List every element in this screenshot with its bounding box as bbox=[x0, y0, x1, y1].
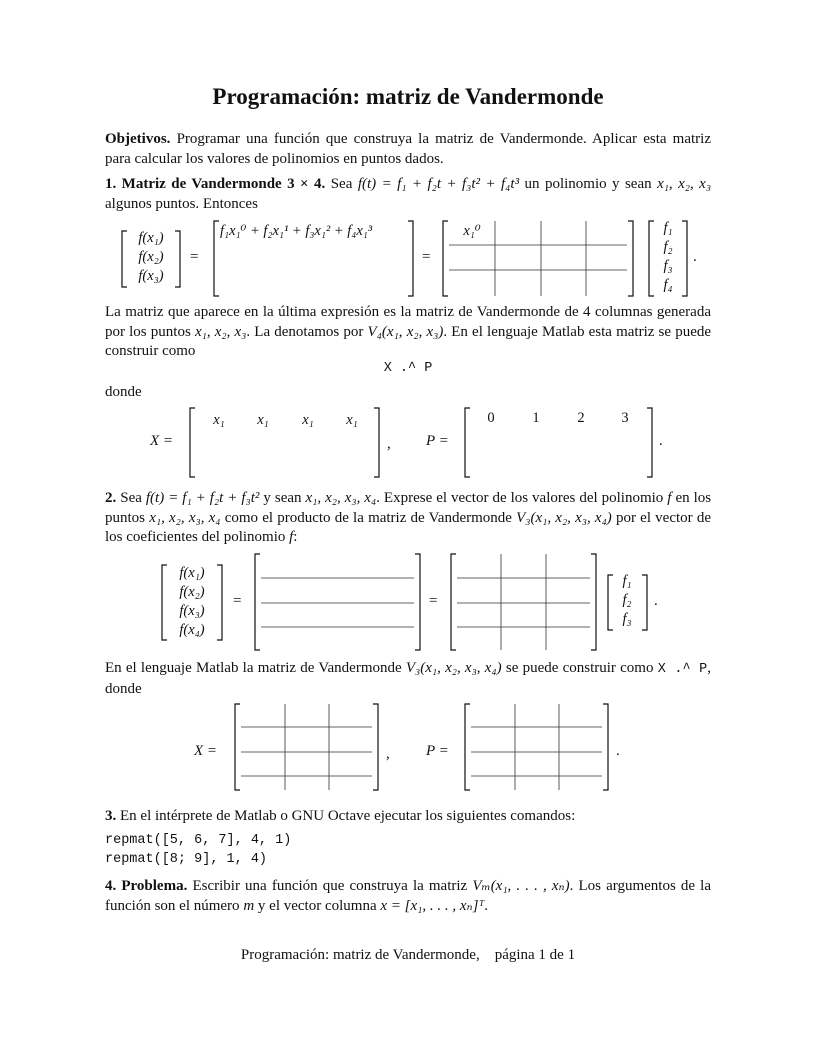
section-1-text-c: algunos puntos. Entonces bbox=[105, 195, 258, 212]
eq2-lhs-entry: f(x₁) bbox=[179, 565, 205, 581]
section-1-para-a: La matriz que aparece en la última expresión es la matriz de Vandermonde de 4 columnas generada por los puntos bbox=[105, 304, 711, 340]
eq1-coef-entry: f₄ bbox=[663, 277, 673, 293]
section-1-text-b: un polinomio y sean bbox=[524, 176, 652, 192]
section-2-para-a: En el lenguaje Matlab la matriz de Vandermonde bbox=[105, 660, 402, 676]
section-2-text-c: . Exprese el vector de los valores del polinomio bbox=[376, 490, 664, 506]
section-2-f-name: f bbox=[667, 490, 672, 506]
section-2-text-a: Sea bbox=[120, 490, 142, 506]
donde-text: donde bbox=[105, 384, 142, 400]
section-2-para-b: se puede construir como bbox=[505, 660, 654, 676]
section-4-m-name: m bbox=[243, 897, 255, 914]
eq1-lhs-entry: f(x₁) bbox=[138, 230, 164, 246]
section-4-text-c: y el vector columna bbox=[257, 897, 377, 914]
code-line: repmat([5, 6, 7], 4, 1) bbox=[105, 833, 292, 848]
eq1-coef-entry: f₃ bbox=[663, 258, 673, 274]
code-snippet: X .^ P bbox=[383, 361, 433, 376]
section-3-heading: 3. bbox=[105, 808, 117, 824]
section-2-para-notation: V₃(x₁, x₂, x₃, x₄) bbox=[405, 660, 502, 676]
page-footer: Programación: matriz de Vandermonde, página 1 de 1 bbox=[240, 947, 576, 963]
section-4-text-a: Escribir una función que construya la matriz bbox=[192, 878, 468, 894]
p-grid-label: P = bbox=[426, 743, 449, 759]
eq2-lhs-entry: f(x₄) bbox=[179, 622, 205, 638]
section-2-f-name-end: f bbox=[289, 529, 294, 545]
section-4-vector: x = [x₁, . . . , xₙ]ᵀ bbox=[380, 897, 485, 914]
objectives-text: Programar una función que construya la matriz de Vandermonde. Aplicar esta matriz para calcular los valores de polinomios en puntos dados. bbox=[105, 131, 711, 167]
eq2-lhs-entry: f(x₂) bbox=[179, 584, 205, 600]
equals-sign: = bbox=[422, 249, 431, 265]
x-matrix-entry: x₁ bbox=[257, 412, 269, 428]
p-matrix-entry: 1 bbox=[532, 410, 540, 426]
x-matrix-entry: x₁ bbox=[213, 412, 225, 428]
objectives-label: Objetivos. bbox=[105, 131, 171, 147]
eq2-coef-entry: f₃ bbox=[622, 611, 632, 627]
eq1-coef-entry: f₂ bbox=[663, 239, 673, 255]
p-matrix-entry: 0 bbox=[487, 410, 495, 426]
eq1-lhs-entry: f(x₂) bbox=[138, 249, 164, 265]
section-2-points-repeat: x₁, x₂, x₃, x₄ bbox=[149, 509, 221, 526]
section-2-points: x₁, x₂, x₃, x₄ bbox=[305, 490, 377, 506]
x-matrix-label: X = bbox=[150, 433, 174, 449]
eq1-coef-entry: f₁ bbox=[663, 220, 673, 236]
section-1-formula: f(t) = f₁ + f₂t + f₃t² + f₄t³ bbox=[357, 176, 520, 192]
section-1-para-points: x₁, x₂, x₃ bbox=[194, 323, 247, 340]
x-matrix-entry: x₁ bbox=[346, 412, 358, 428]
section-1-paragraph bbox=[105, 303, 711, 362]
section-1-para-notation: V₄(x₁, x₂, x₃) bbox=[367, 323, 444, 340]
period: . bbox=[693, 249, 697, 265]
section-3-text: En el intérprete de Matlab o GNU Octave ejecutar los siguientes comandos: bbox=[120, 808, 576, 824]
section-4-paragraph: 4. Problema. Escribir una función que construya la matriz Vₘ(x₁, . . . , xₙ). Los argumentos de la función son el número m y el vector columna x = [x₁, . . . , xₙ]ᵀ. bbox=[105, 878, 712, 914]
section-3-intro bbox=[105, 807, 711, 827]
eq1-matrix-entry: x₁⁰ bbox=[463, 223, 481, 239]
x-matrix-entry: x₁ bbox=[302, 412, 314, 428]
eq2-coef-entry: f₁ bbox=[622, 573, 632, 589]
section-2-formula: f(t) = f₁ + f₂t + f₃t² bbox=[145, 490, 260, 506]
section-2-intro: 2. Sea f(t) = f₁ + f₂t + f₃t² y sean x₁, x₂, x₃, x₄. Exprese el vector de los valores del polinomio f en los puntos x₁, x₂, x₃, x₄ como el producto de la matriz de Vandermonde V₃(x₁, x₂, x₃, x₄) por el vector de los coeficientes del polinomio f: bbox=[105, 490, 712, 545]
section-1-para-c: . En el lenguaje Matlab esta matriz se puede construir como bbox=[105, 323, 712, 359]
section-2-para-c: , donde bbox=[105, 660, 711, 697]
period: . bbox=[616, 743, 620, 759]
x-grid-label: X = bbox=[194, 743, 218, 759]
eq1-lhs-entry: f(x₃) bbox=[138, 268, 164, 284]
section-4-notation: Vₘ(x₁, . . . , xₙ) bbox=[472, 878, 570, 894]
section-1-points: x₁, x₂, x₃ bbox=[657, 176, 712, 192]
comma: , bbox=[386, 746, 390, 762]
section-1-text-a: Sea bbox=[330, 176, 353, 192]
eq2-coef-entry: f₂ bbox=[622, 592, 632, 608]
section-2-text-e: como el producto de la matriz de Vandermonde bbox=[224, 509, 512, 526]
section-1-para-b: . La denotamos por bbox=[246, 323, 364, 340]
section-2-paragraph bbox=[105, 659, 711, 699]
p-matrix-entry: 2 bbox=[577, 410, 585, 426]
comma: , bbox=[387, 436, 391, 452]
code-line: repmat([8; 9], 1, 4) bbox=[105, 852, 268, 867]
equals-sign: = bbox=[429, 593, 438, 609]
section-2-text-b: y sean bbox=[263, 490, 302, 506]
equals-sign: = bbox=[233, 593, 242, 609]
section-2-heading: 2. bbox=[105, 490, 117, 506]
section-2-text-d: en los puntos bbox=[105, 490, 712, 526]
section-2-notation: V₃(x₁, x₂, x₃, x₄) bbox=[516, 509, 612, 526]
section-4-text-b: . Los argumentos de la función son el número bbox=[105, 878, 712, 914]
period: . bbox=[654, 593, 658, 609]
page-title: Programación: matriz de Vandermonde bbox=[212, 84, 604, 109]
section-2-code: X .^ P bbox=[657, 662, 708, 677]
eq2-lhs-entry: f(x₃) bbox=[179, 603, 205, 619]
section-4-heading: 4. Problema. bbox=[105, 878, 188, 894]
eq1-middle-entry: f₁x₁⁰ + f₂x₁¹ + f₃x₁² + f₄x₁³ bbox=[220, 223, 373, 239]
p-matrix-entry: 3 bbox=[621, 410, 629, 426]
section-1-heading: 1. Matriz de Vandermonde 3 × 4. bbox=[105, 176, 326, 192]
equals-sign: = bbox=[190, 249, 199, 265]
section-2-text-f: por el vector de los coeficientes del polinomio bbox=[105, 509, 711, 545]
period: . bbox=[659, 433, 663, 449]
p-matrix-label: P = bbox=[426, 433, 449, 449]
